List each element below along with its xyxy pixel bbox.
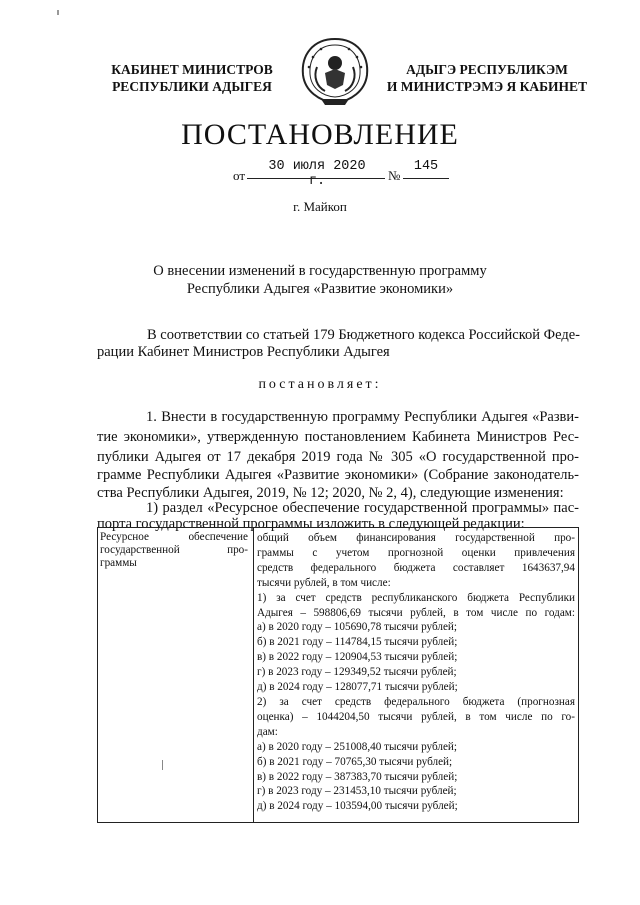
resource-table — [97, 527, 579, 823]
scan-mark — [162, 760, 163, 770]
date-prefix: от — [233, 168, 246, 183]
value-line: 1) за счет средств республиканского бюджета Республики — [257, 591, 575, 604]
preamble-line2: рации Кабинет Министров Республики Адыгея — [97, 344, 390, 360]
decree-word: постановляет: — [258, 377, 382, 392]
label-word: государственной — [100, 544, 180, 556]
value-line: тысячи рублей, в том числе: — [257, 576, 391, 589]
cabinet-name-russian — [92, 61, 292, 95]
date-underline — [247, 178, 385, 179]
label-line3: граммы — [100, 557, 137, 569]
value-line: г) в 2023 году – 129349,52 тысячи рублей; — [257, 666, 457, 679]
preamble-line1: В соответствии со статьей 179 Бюджетного кодекса Российской Феде- — [147, 327, 580, 343]
table-value-cell — [257, 531, 575, 814]
subitem1-line1: 1) раздел «Ресурсное обеспечение государственной программы» пас- — [146, 500, 579, 516]
cabinet-name-line1: КАБИНЕТ МИНИСТРОВ — [111, 62, 273, 77]
value-line: д) в 2024 году – 128077,71 тысячи рублей; — [257, 681, 458, 694]
label-line2 — [100, 544, 248, 557]
value-line: а) в 2020 году – 251008,40 тысячи рублей; — [257, 740, 458, 753]
cabinet-name-adyghe-line2: И МИНИСТРЭМЭ Я КАБИНЕТ — [386, 79, 588, 94]
document-number: 145 — [413, 159, 439, 174]
value-line: в) в 2022 году – 387383,70 тысячи рублей; — [257, 770, 458, 783]
value-line: граммы с учетом прогнозной оценки привлечения — [257, 546, 575, 559]
document-date: 30 июля 2020 г. — [268, 159, 366, 189]
value-line: д) в 2024 году – 103594,00 тысячи рублей; — [257, 800, 458, 813]
value-line: б) в 2021 году – 70765,30 тысячи рублей; — [257, 755, 453, 768]
table-column-divider — [253, 528, 254, 822]
value-line: дам: — [257, 725, 278, 738]
value-line: а) в 2020 году – 105690,78 тысячи рублей; — [257, 621, 458, 634]
label-word: про- — [227, 544, 248, 556]
value-line: б) в 2021 году – 114784,15 тысячи рублей; — [257, 636, 458, 649]
cabinet-name-adyghe — [382, 61, 592, 95]
subject-line2: Республики Адыгея «Развитие экономики» — [186, 281, 454, 297]
cabinet-name-adyghe-line1: АДЫГЭ РЕСПУБЛИКЭМ — [406, 62, 568, 77]
cabinet-name-line2: РЕСПУБЛИКИ АДЫГЕЯ — [112, 79, 272, 94]
city: г. Майкоп — [293, 199, 347, 214]
number-underline — [403, 178, 449, 179]
date-number-line — [233, 159, 463, 189]
coat-of-arms-icon — [291, 33, 379, 109]
value-line: 2) за счет средств федерального бюджета (прогнозная — [257, 695, 575, 708]
scan-speck — [57, 10, 59, 15]
subitem1-line2: порта государственной программы изложить в следующей редакции: — [97, 516, 525, 532]
item1-line5: ства Республики Адыгея, 2019, № 12; 2020, № 2, 4), следующие изменения: — [97, 485, 564, 501]
document-title: ПОСТАНОВЛЕНИЕ — [181, 118, 459, 151]
table-label-cell — [100, 531, 248, 570]
number-prefix: № — [388, 168, 401, 183]
value-line: оценка) – 1044204,50 тысячи рублей, в том числе по го- — [257, 710, 575, 723]
item1-line3: публики Адыгея от 17 декабря 2019 года № 305 «О государственной про- — [97, 449, 579, 465]
label-line1 — [100, 531, 248, 544]
value-line: Адыгея – 598806,69 тысячи рублей, в том числе по годам: — [257, 606, 575, 619]
value-line: средств федерального бюджета составляет 1643637,94 — [257, 561, 575, 574]
item1-line1: 1. Внести в государственную программу Республики Адыгея «Разви- — [146, 409, 579, 425]
item1-line2: тие экономики», утвержденную постановлением Кабинета Министров Рес- — [97, 429, 579, 445]
value-line: общий объем финансирования государственной про- — [257, 532, 575, 544]
value-line: в) в 2022 году – 120904,53 тысячи рублей; — [257, 651, 458, 664]
document-subject — [0, 262, 640, 298]
label-word: обеспечение — [188, 531, 248, 543]
label-word: Ресурсное — [100, 531, 149, 543]
preamble — [97, 327, 580, 361]
subject-line1: О внесении изменений в государственную программу — [153, 263, 487, 279]
item1-line4: грамме Республики Адыгея «Развитие экономики» (Собрание законодатель- — [97, 467, 579, 483]
value-line: г) в 2023 году – 231453,10 тысячи рублей; — [257, 785, 457, 798]
